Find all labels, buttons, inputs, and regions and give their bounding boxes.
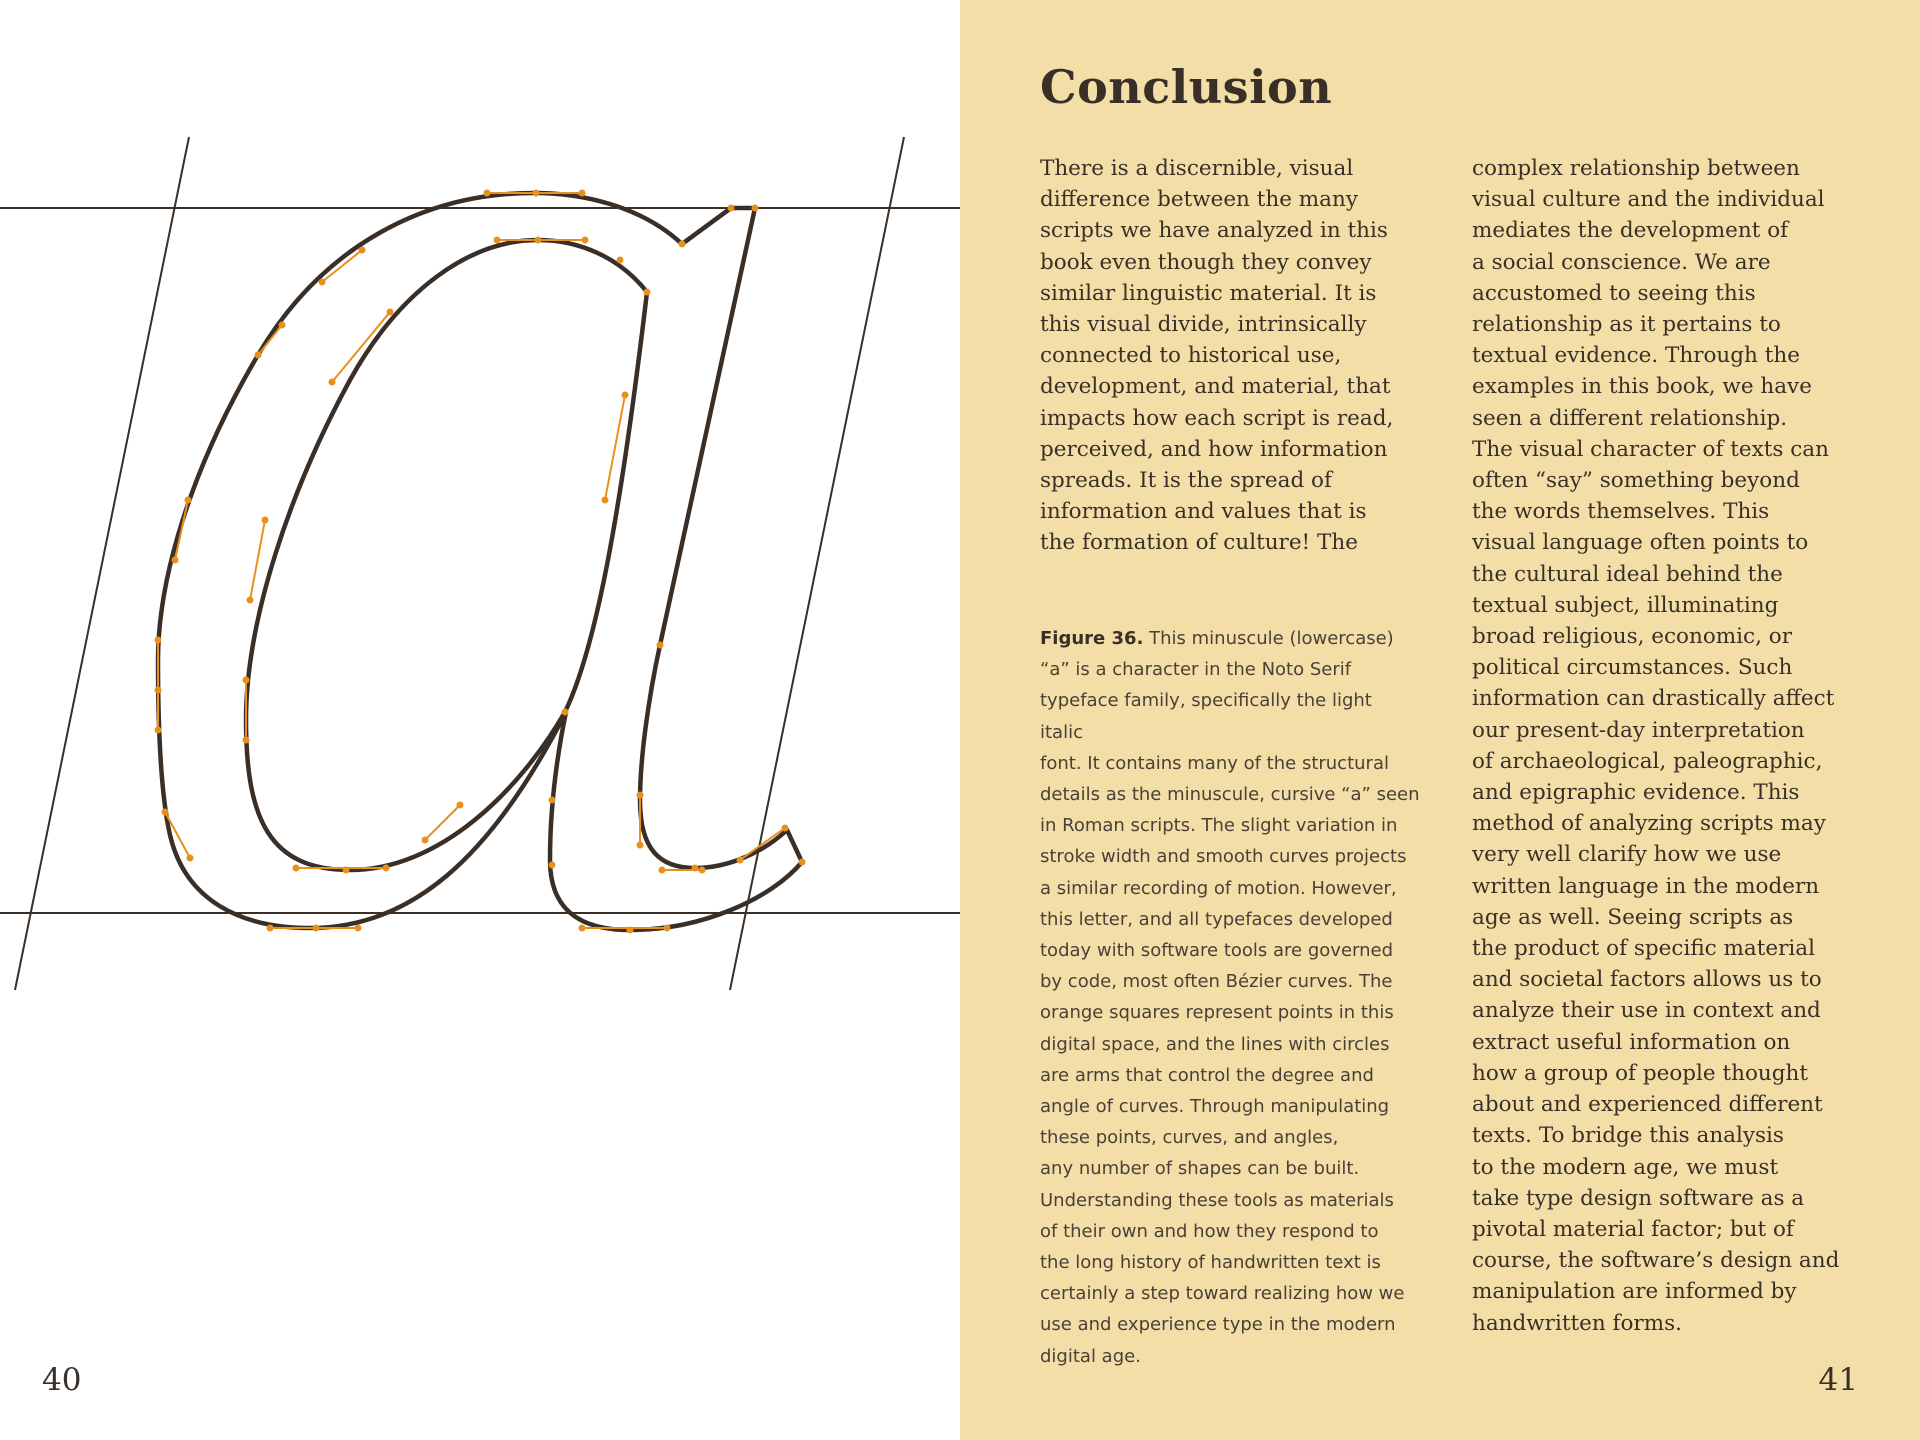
right-slant-line <box>730 137 904 990</box>
guide-lines <box>0 137 960 990</box>
inner-counter <box>246 240 647 870</box>
left-slant-line <box>15 137 189 990</box>
outer-contour <box>158 193 802 930</box>
figure-caption <box>1040 623 1420 1372</box>
page-title: Conclusion <box>1040 60 1333 114</box>
glyph-outline <box>158 193 802 930</box>
caption-label: Figure 36. <box>1040 628 1144 649</box>
bezier-points <box>155 190 806 934</box>
page-number-left: 40 <box>42 1362 82 1398</box>
right-page <box>960 0 1920 1440</box>
page-number-right: 41 <box>1818 1362 1858 1398</box>
caption-text: This minuscule (lowercase) “a” is a character in the Noto Serif typeface family, specifically the light italic font. It contains many of the structural details as the minuscule, cursive “a” seen in Roman scripts. The slight variation in stroke width and smooth curves projects a similar recording of motion. However, this letter, and all typefaces developed today with software tools are governed by code, most often Bézier curves. The orange squares represent points in this digital space, and the lines with circles are arms that control the degree and angle of curves. Through manipulating these points, curves, and angles, any number of shapes can be built. Understanding these tools as materials of their own and how they respond to the long history of handwritten text is certainly a step toward realizing how we use and experience type in the modern digital age. <box>1040 628 1420 1367</box>
body-text-column-1: There is a discernible, visual difference between the many scripts we have analyzed in this book even though they convey similar linguistic material. It is this visual divide, intrinsically connected to historical use, development, and material, that impacts how each script is read, perceived, and how information spreads. It is the spread of information and values that is the formation of culture! The <box>1040 156 1394 556</box>
bezier-handles <box>158 193 785 928</box>
body-text-column-2: complex relationship between visual culture and the individual mediates the development of a social conscience. We are accustomed to seeing this relationship as it pertains to textual evidence. Through the examples in this book, we have seen a different relationship. The visual character of texts can often “say” something beyond the words themselves. This visual language often points to the cultural ideal behind the textual subject, illuminating broad religious, economic, or political circumstances. Such information can drastically affect our present-day interpretation of archaeological, paleographic, and epigraphic evidence. This method of analyzing scripts may very well clarify how we use written language in the modern age as well. Seeing scripts as the product of specific material and societal factors allows us to analyze their use in context and extract useful information on how a group of people thought about and experienced different texts. To bridge this analysis to the modern age, we must take type design software as a pivotal material factor; but of course, the software’s design and manipulation are informed by handwritten forms. <box>1472 156 1840 1336</box>
